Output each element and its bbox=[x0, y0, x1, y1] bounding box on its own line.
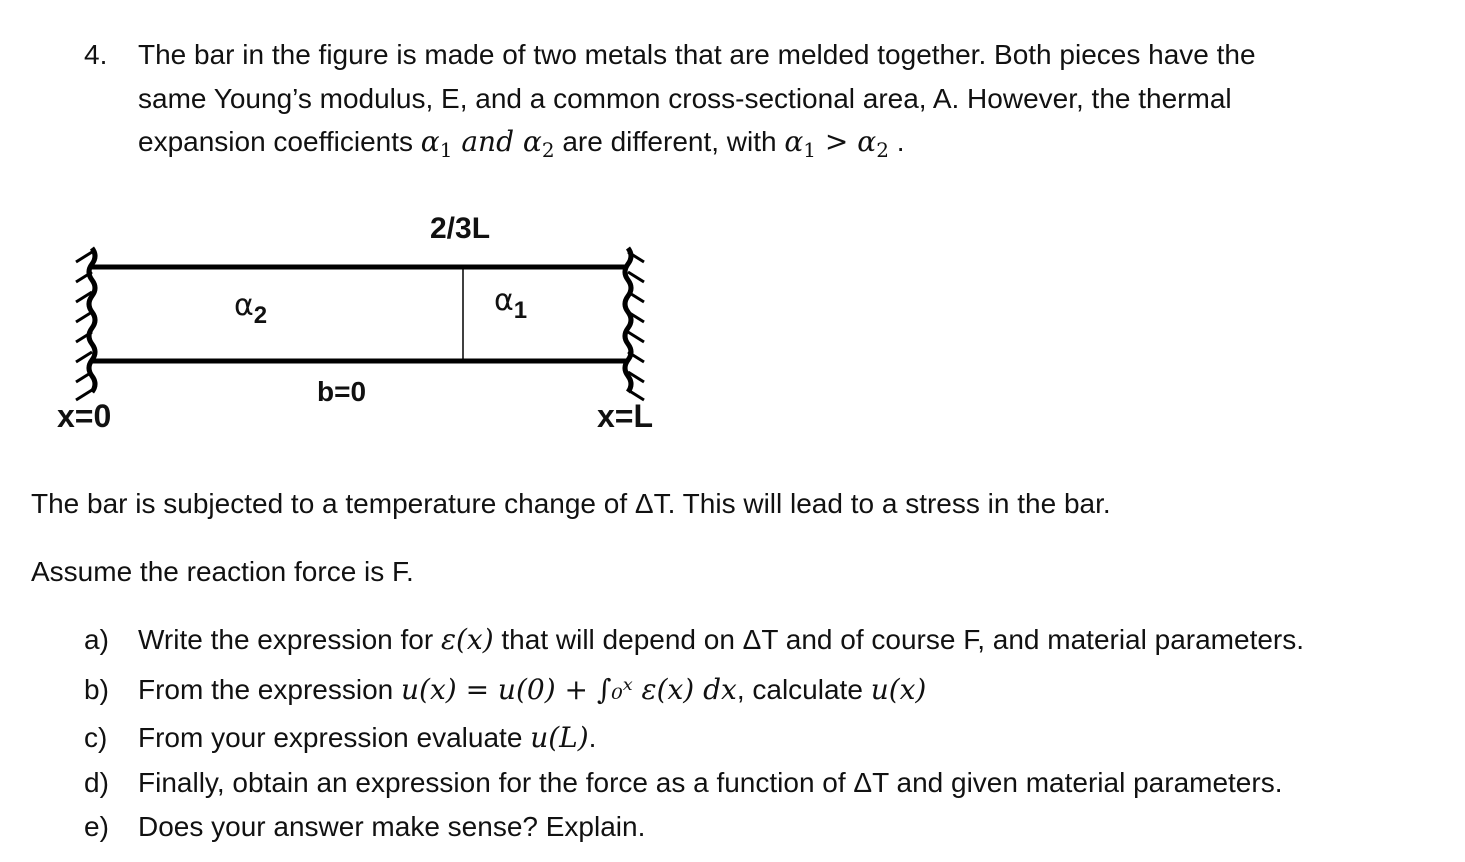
left-material-label: $\alpha_2$ bbox=[234, 288, 268, 329]
intro-line-1: The bar in the figure is made of two metals that are melded together. Both pieces have the bbox=[138, 39, 1256, 70]
question-d: Finally, obtain an expression for the force as a function of ΔT and given material parameters. bbox=[138, 767, 1283, 798]
question-b-label: b) bbox=[84, 674, 109, 705]
temperature-statement: The bar is subjected to a temperature change of ΔT. This will lead to a stress in the bar. bbox=[31, 488, 1111, 519]
question-b: From the expression u(x) = u(0) + ∫₀ˣ ε(x) dx, calculate u(x) bbox=[138, 673, 927, 706]
length-label: 2/3L bbox=[430, 212, 491, 245]
left-wall bbox=[89, 248, 95, 392]
question-a: Write the expression for ε(x) that will depend on ΔT and of course F, and material parameters. bbox=[138, 623, 1305, 656]
problem-number: 4. bbox=[84, 39, 108, 70]
question-e-label: e) bbox=[84, 811, 109, 842]
load-label: b=0 bbox=[317, 376, 367, 407]
question-a-label: a) bbox=[84, 624, 109, 655]
intro-line-2: same Young’s modulus, E, and a common cross-sectional area, A. However, the thermal bbox=[138, 83, 1232, 114]
right-wall bbox=[625, 248, 631, 392]
left-wall-hatches bbox=[76, 252, 92, 400]
intro-line-3: expansion coefficients $\alpha_1$ and $\alpha_2$ are different, with $\alpha_1 > \alpha_2$ . bbox=[138, 125, 905, 162]
question-d-label: d) bbox=[84, 767, 109, 798]
right-end-label: x=L bbox=[597, 398, 654, 434]
question-e: Does your answer make sense? Explain. bbox=[138, 811, 646, 842]
question-c: From your expression evaluate u(L). bbox=[138, 721, 597, 754]
right-material-label: $\alpha_1$ bbox=[494, 283, 528, 324]
reaction-statement: Assume the reaction force is F. bbox=[31, 556, 414, 587]
left-end-label: x=0 bbox=[57, 398, 112, 434]
question-c-label: c) bbox=[84, 722, 108, 753]
